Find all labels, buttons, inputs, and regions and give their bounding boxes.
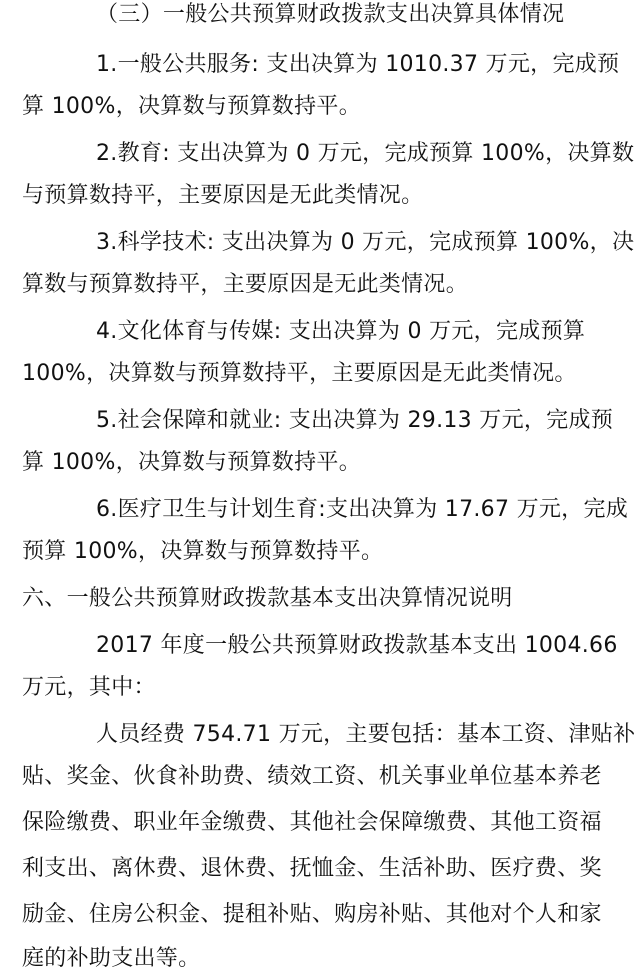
basic-expenditure-paragraph: 2017 年度一般公共预算财政拨款基本支出 1004.66 bbox=[96, 633, 618, 658]
item-2-continuation: 与预算数持平，主要原因是无此类情况。 bbox=[22, 183, 424, 208]
item-1-general-public-services: 1.一般公共服务: 支出决算为 1010.37 万元，完成预 bbox=[96, 52, 620, 77]
item-3-continuation: 算数与预算数持平，主要原因是无此类情况。 bbox=[22, 272, 469, 297]
personnel-expenses-line-6: 庭的补助支出等。 bbox=[22, 946, 201, 971]
item-4-continuation: 100%，决算数与预算数持平，主要原因是无此类情况。 bbox=[22, 361, 577, 386]
personnel-expenses-line-2: 贴、奖金、伙食补助费、绩效工资、机关事业单位基本养老 bbox=[22, 764, 602, 789]
item-3-science-technology: 3.科学技术: 支出决算为 0 万元，完成预算 100%，决 bbox=[96, 230, 635, 255]
personnel-expenses-line-3: 保险缴费、职业年金缴费、其他社会保障缴费、其他工资福 bbox=[22, 810, 602, 835]
basic-expenditure-continuation: 万元，其中： bbox=[22, 675, 156, 700]
item-4-culture-sports-media: 4.文化体育与传媒: 支出决算为 0 万元，完成预算 bbox=[96, 319, 586, 344]
personnel-expenses-paragraph: 人员经费 754.71 万元，主要包括：基本工资、津贴补 bbox=[96, 722, 636, 747]
item-1-continuation: 算 100%，决算数与预算数持平。 bbox=[22, 94, 361, 119]
item-5-continuation: 算 100%，决算数与预算数持平。 bbox=[22, 450, 361, 475]
item-5-social-security: 5.社会保障和就业: 支出决算为 29.13 万元，完成预 bbox=[96, 408, 614, 433]
section-heading-6: 六、一般公共预算财政拨款基本支出决算情况说明 bbox=[22, 586, 513, 611]
personnel-expenses-line-4: 利支出、离休费、退休费、抚恤金、生活补助、医疗费、奖 bbox=[22, 856, 602, 881]
item-6-health-family-planning: 6.医疗卫生与计划生育:支出决算为 17.67 万元，完成 bbox=[96, 497, 629, 522]
section-heading-3: （三）一般公共预算财政拨款支出决算具体情况 bbox=[96, 2, 565, 27]
personnel-expenses-line-5: 励金、住房公积金、提租补贴、购房补贴、其他对个人和家 bbox=[22, 902, 602, 927]
item-2-education: 2.教育: 支出决算为 0 万元，完成预算 100%，决算数 bbox=[96, 141, 635, 166]
item-6-continuation: 预算 100%，决算数与预算数持平。 bbox=[22, 539, 384, 564]
